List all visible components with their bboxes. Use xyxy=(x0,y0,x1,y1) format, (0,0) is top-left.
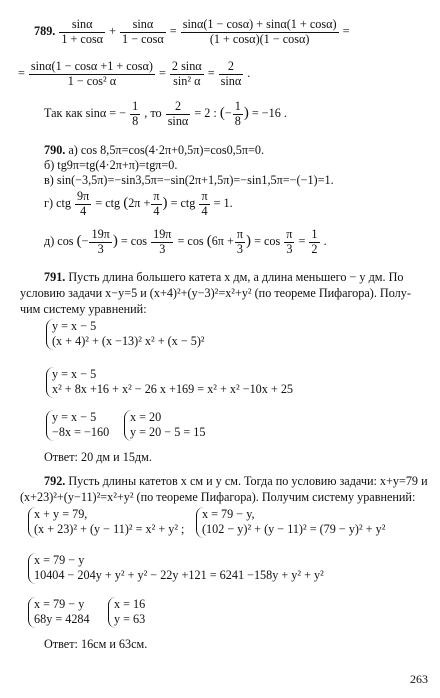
p791-answer: Ответ: 20 дм и 15дм. xyxy=(44,450,152,464)
fraction: $\frac{\sin\alpha}{1 - \cos\alpha}$ xyxy=(122,17,164,46)
fraction: $\frac{\pi}{4}$ xyxy=(153,189,160,218)
p791-system1: y = x − 5 (x + 4)² + (x −13)² x² + (x − 5)² xyxy=(46,319,205,350)
p790-line-a: 790. а) cos 8,5π=cos(4·2π+0,5π)=cos0,5π=0. xyxy=(44,143,264,157)
p792-system2: x = 79 − y, (102 − y)² + (y − 11)² = (79 − y)² + y² xyxy=(196,507,385,538)
fraction: $\frac{1}{2}$ xyxy=(311,227,318,256)
p789-line3: Так как sinα = − $\frac{1}{8}$ , то $\frac{2}{\sin\alpha}$ = 2 : (− $\frac{1}{8}$ ) = −16 . xyxy=(44,99,287,128)
p792-system4: x = 79 − y 68y = 4284 xyxy=(28,597,90,628)
p790-line-b: б) tg9π=tg(4·2π+π)=tgπ=0. xyxy=(44,158,178,172)
fraction: $\frac{2}{\sin\alpha}$ xyxy=(167,99,189,128)
fraction: $\frac{\sin\alpha(1 - \cos\alpha) + \sin\alpha(1 + \cos\alpha)}{(1 + \cos\alpha)(1 - \cos\alpha)}$ xyxy=(182,17,337,46)
p789-line1: 789. $\frac{\sin\alpha}{1 + \cos\alpha}$ + $\frac{\sin\alpha}{1 - \cos\alpha}$ = $\frac{\sin\alpha(1 - \cos\alpha) + \sin\alpha(1 + \cos\alpha)}{(1 + \cos\alpha)(1 - \cos\alpha)}$ = xyxy=(34,17,350,46)
p792-number: 792. xyxy=(44,474,66,488)
p791-system4: x = 20 y = 20 − 5 = 15 xyxy=(124,410,205,441)
page-number: 263 xyxy=(410,671,428,686)
fraction: $\frac{1}{8}$ xyxy=(132,99,139,128)
fraction: $\frac{19\pi}{3}$ xyxy=(153,227,172,256)
fraction: $\frac{9\pi}{4}$ xyxy=(77,189,90,218)
fraction: $\frac{19\pi}{3}$ xyxy=(91,227,110,256)
p792-text2: (x+23)²+(y−11)²=x²+y² (по теореме Пифагора). Получим систему уравнений: xyxy=(20,490,416,504)
fraction: $\frac{\pi}{3}$ xyxy=(286,227,293,256)
p789-number: 789. xyxy=(34,23,56,38)
p792-answer: Ответ: 16см и 63см. xyxy=(44,637,148,651)
fraction: $\frac{\sin\alpha(1 - \cos\alpha +1 + \cos\alpha)}{\text{1 − cos² α}}$ xyxy=(30,59,153,88)
p792-system3: x = 79 − y 10404 − 204y + y² + y² − 22y +121 = 6241 −158y + y² + y² xyxy=(28,553,324,584)
fraction: $\frac{2 \sin\alpha}{\text{sin² α}}$ xyxy=(171,59,202,88)
fraction: $\frac{\sin\alpha}{1 + \cos\alpha}$ xyxy=(61,17,104,46)
p789-line2: = $\frac{\sin\alpha(1 - \cos\alpha +1 + \cos\alpha)}{\text{1 − cos² α}}$ = $\frac{2 \sin\alpha}{\text{sin² α}}$ = $\frac{2}{\sin\alpha}$ . xyxy=(18,59,251,88)
p791-text3: чим систему уравнений: xyxy=(20,302,147,316)
p791-text1: 791. Пусть длина большего катета x дм, а длина меньшего − y дм. По xyxy=(44,270,404,284)
p790-line-g: г) ctg $\frac{9\pi}{4}$ = ctg (2π + $\frac{\pi}{4}$ ) = ctg $\frac{\pi}{4}$ = 1. xyxy=(44,189,233,218)
fraction: $\frac{\pi}{4}$ xyxy=(201,189,208,218)
p791-text2: условию задачи x−y=5 и (x+4)²+(y−3)²=x²+y² (по теореме Пифагора). Полу- xyxy=(20,286,411,300)
p791-system3: y = x − 5 −8x = −160 xyxy=(46,410,109,441)
p792-system5: x = 16 y = 63 xyxy=(108,597,145,628)
p792-system1: x + y = 79, (x + 23)² + (y − 11)² = x² + y² ; xyxy=(28,507,184,538)
p790-line-d: д) cos (− $\frac{19\pi}{3}$ ) = cos $\frac{19\pi}{3}$ = cos (6π + $\frac{\pi}{3}$ ) = cos $\frac{\pi}{3}$ = $\frac{1}{2}$ . xyxy=(44,227,327,256)
p790-number: 790. xyxy=(44,143,66,157)
fraction: $\frac{1}{8}$ xyxy=(234,99,241,128)
p791-system2: y = x − 5 x² + 8x +16 + x² − 26 x +169 = x² + x² −10x + 25 xyxy=(46,367,293,398)
p792-text1: 792. Пусть длины катетов x см и y см. Тогда по условию задачи: x+y=79 и xyxy=(44,474,428,488)
p790-line-v: в) sin(−3,5π)=−sin3,5π=−sin(2π+1,5π)=−sin1,5π=−(−1)=1. xyxy=(44,173,334,187)
p791-number: 791. xyxy=(44,270,66,284)
fraction: $\frac{\pi}{3}$ xyxy=(236,227,244,256)
fraction: $\frac{2}{\sin\alpha}$ xyxy=(220,59,242,88)
